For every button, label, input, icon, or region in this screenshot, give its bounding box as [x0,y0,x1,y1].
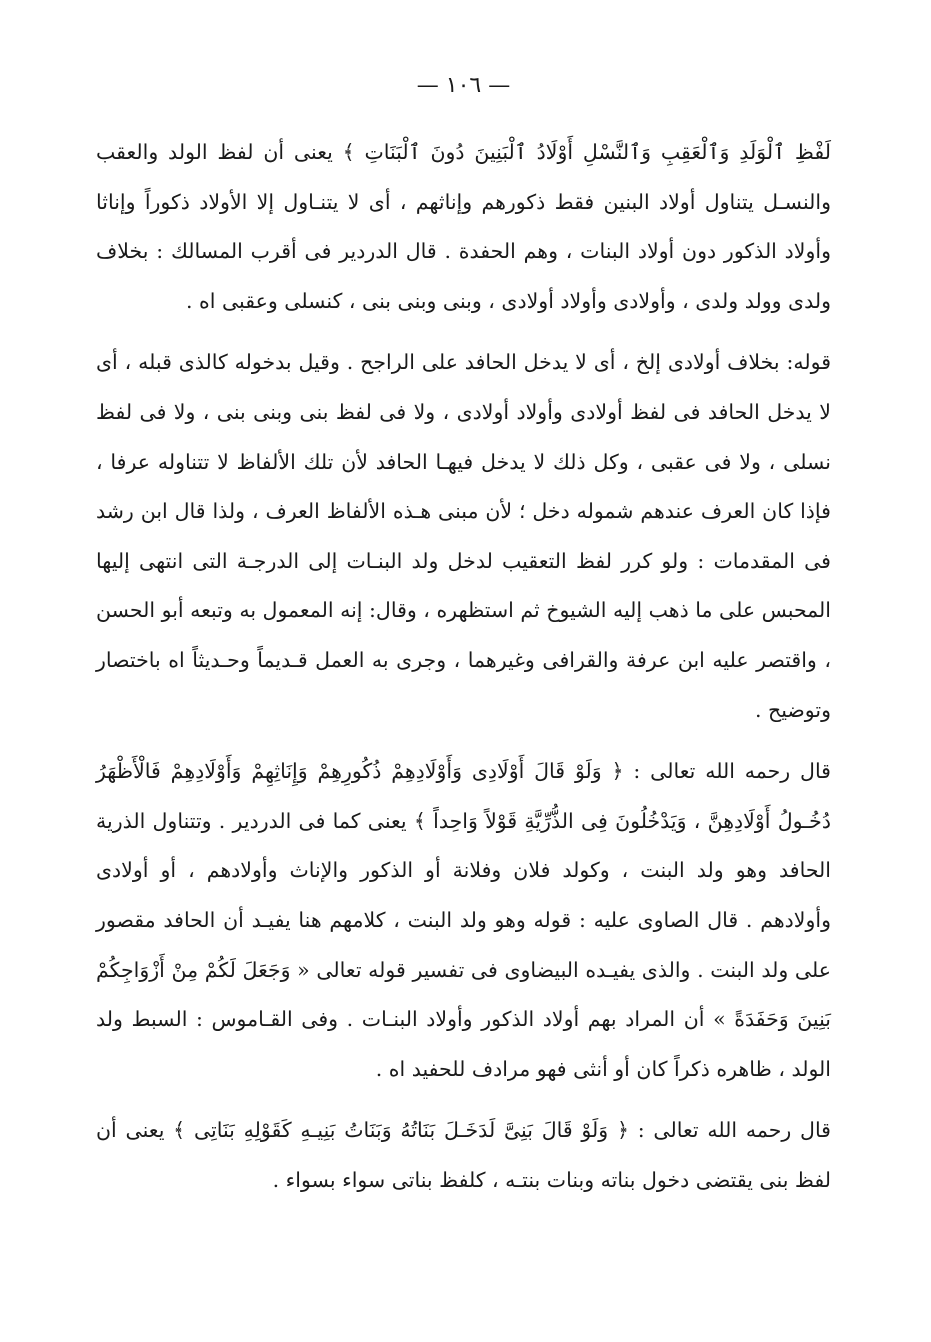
text-line: عرفا ، فإذا كان العرف عندهم شموله دخل ؛ لأن مبنى هـذه الألفاظ العرف ، ولذا [96,449,831,524]
text-line: مرادف للحفيد اه . [375,1056,531,1081]
text-line: الحسن ، واقتصر عليه ابن عرفة والقرافى وغيرهما ، وجرى به العمل قـديماً وحـديثاً اه [96,598,831,672]
text-line: والإناث وأولادهم ، أو أولادى وأولادهم . قال الصاوى عليه : قوله وهو ولد البنت ، [96,858,831,932]
text-line: انتهى إليها المحبس على ما ذهب إليه الشيوخ ثم استظهره ، وقال: إنه المعمول به وتبعه أبو [96,548,831,623]
quran-text-line: قال رحمه الله تعالى : ﴿ وَلَوْ قَالَ بَنِىَّ لَدَخَـلَ بَنَاتُهُ وَبَنَاتُ بَنِيـهِ كَقَوْلِهِ [243,1118,831,1143]
page-number: — ١٠٦ — [416,73,511,98]
text-line: لَفْظِ ٱلْوَلَدِ وَٱلْعَقِبِ وَٱلنَّسْلِ أَوْلَادُ ٱلْبَنِينَ دُونَ ٱلْبَنَاتِ ﴾ يعنى أن لفظ الولد والعقب [96,140,831,164]
text-line: وأولاد البنـات . وفى القـاموس : السبط ولد الولد ، ظاهره ذكراً كان أو أنثى فهو [96,1007,831,1081]
text-line: وإناثا وأولاد الذكور دون أولاد البنات ، وهم الحفدة . قال الدردير فى أقرب المسالك : [96,189,831,264]
body-text [96,128,831,1205]
text-line: قال ابن رشد فى المقدمات : ولو كرر لفظ التعقيب لدخل ولد البنـات إلى الدرجـة التى [96,499,831,573]
text-line: كلامهم هنا يفيـد أن الحافد مقصور على ولد البنت . والذى يفيـده البيضاوى فى تفسير [96,907,831,982]
paragraph-1 [96,128,831,326]
text-line: أى لا يدخل الحافد فى لفظ أولادى وأولاد أولادى ، ولا فى لفظ بنى وبنى بنى ، ولا فى [96,350,831,424]
text-line: كما فى الدردير . وتتناول الذرية الحافد وهو ولد البنت ، وكولد فلان وفلانة أو الذكور [96,808,831,883]
paragraph-3 [96,747,831,1094]
text-line: قوله: بخلاف أولادى إلخ ، أى لا يدخل الحافد على الراجح . وقيل بدخوله كالذى قبله ، [124,350,831,375]
text-line: والنسـل يتناول أولاد البنين فقط ذكورهم وإناثهم ، أى لا يتنـاول إلا الأولاد ذكوراً [144,189,831,214]
text-line: قوله تعالى « وَجَعَلَ لَكُمْ مِنْ أَزْوَاجِكُمْ بَنِينَ وَحَفَدَةً » أن المراد بهم أولاد الذكور [96,957,831,1032]
paragraph-4 [96,1106,831,1205]
text-line: بَنَاتِى ﴾ يعنى أن لفظ بنى يقتضى دخول بناته وبنات بنتـه ، كلفظ بناتى سواء بسواء . [96,1118,831,1192]
text-line: باختصار وتوضيح . [96,647,831,722]
text-line: بخلاف ولدى وولد ولدى ، وأولادى وأولاد أولادى ، وبنى وبنى بنى ، كنسلى وعقبى اه . [96,239,831,313]
paragraph-2 [96,338,831,735]
text-line: لفظ نسلى ، ولا فى عقبى ، وكل ذلك لا يدخل فيهـا الحافد لأن تلك الألفاظ لا تتناوله [96,399,831,474]
quran-text-line: وَأَوْلَادِهِمْ فَالْأَظْهَرُ دُخُـولُ أَوْلَادِهِنَّ ، وَيَدْخُلُونَ فِى الذُّرِّيَّةِ قَوْلاً وَاحِداً ﴾ يعنى [96,759,831,833]
quran-text-line: قال رحمه الله تعالى : ﴿ وَلَوْ قَالَ أَوْلَادِى وَأَوْلَادِهِمْ ذُكُورِهِمْ وَإِنَاثِهِمْ [251,759,831,784]
